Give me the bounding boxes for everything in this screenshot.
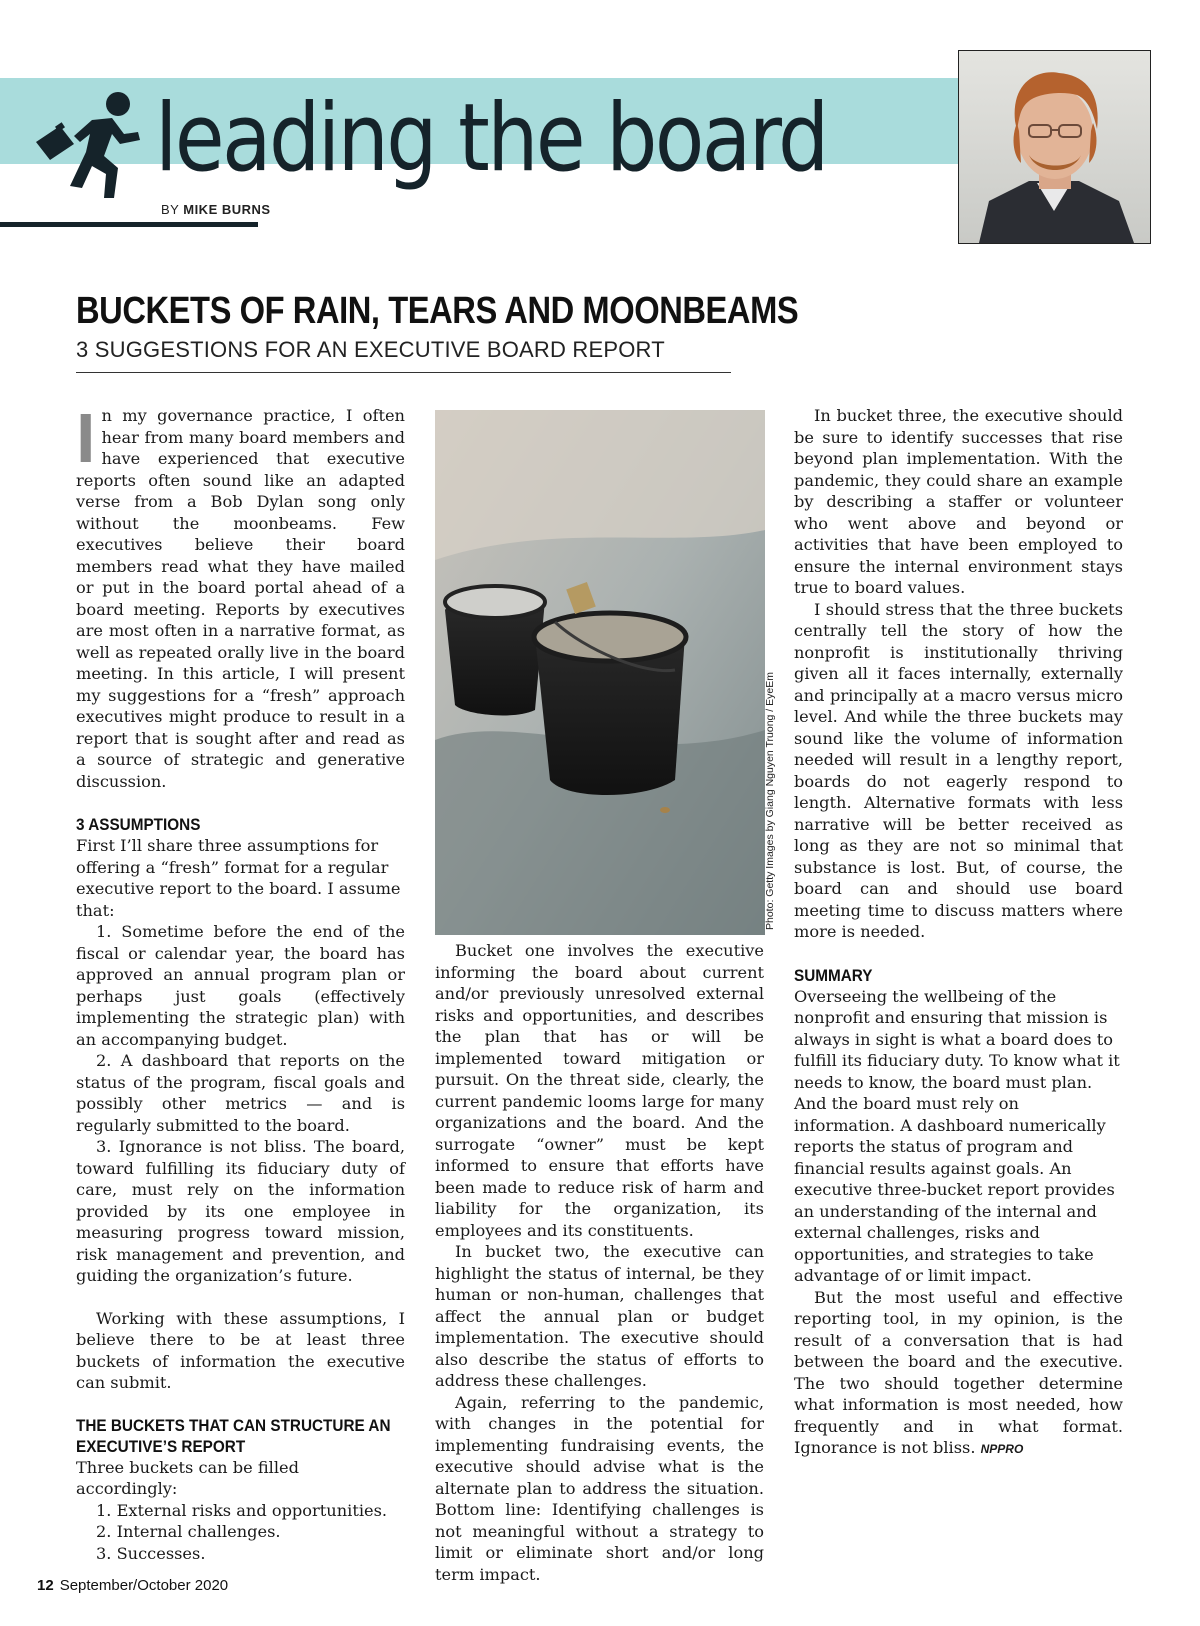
assumption-3: 3. Ignorance is not bliss. The board, toward fulfilling its fiduciary duty of care, must rely on the information provided by its one employee in measuring progress toward mission, risk management and prevention, and guiding the organization’s future. [76, 1137, 405, 1285]
bucket-three-paragraph: In bucket three, the executive should be sure to identify successes that rise beyond plan implementation. With the pandemic, they could share an example by describing a staffer or volunteer who went above and beyond or activities that have been employed to ensure the internal environment stays true to board values. [794, 406, 1123, 597]
buckets-intro: Three buckets can be filled accordingly: [76, 1457, 299, 1498]
page-number: 12 [37, 1577, 54, 1594]
bucket-list-item-3: 3. Successes. [96, 1543, 206, 1563]
summary-paragraph: Overseeing the wellbeing of the nonprofit and ensuring that mission is always in sight is what a board does to fulfill its fiduciary duty. To know what it needs to know, the board must plan. And the board must rely on information. A dashboard numerically reports the status of program and financial results against goals. An executive three-bucket report provides an understanding of the internal and external challenges, risks and opportunities, and strategies to take advantage of or limit impact. [794, 986, 1120, 1285]
final-paragraph [794, 1287, 1123, 1461]
assumptions-heading: 3 ASSUMPTIONS [76, 815, 201, 834]
assumption-2: 2. A dashboard that reports on the status of the program, fiscal goals and possibly other metrics — and is regularly submitted to the board. [76, 1051, 405, 1135]
buckets-heading-text: THE BUCKETS THAT CAN STRUCTURE AN EXECUTIVE’S REPORT [76, 1415, 391, 1456]
final-paragraph-text: But the most useful and effective reporting tool, in my opinion, is the result of a conversation that is had between the board and the executive. The two should together determine what information is most needed, how frequently and in what format. Ignorance is not bliss. [794, 1287, 1123, 1457]
again-paragraph: Again, referring to the pandemic, with changes in the potential for implementing fundraising events, the executive should advise what is the alternate plan to address the situation. Bottom line: Identifying challenges is not meaningful without a strategy to limit or eliminate short and/or long term impact. [435, 1392, 764, 1584]
byline [161, 202, 271, 217]
header-underline [0, 222, 258, 227]
summary-heading: SUMMARY [794, 965, 873, 985]
column-middle [435, 940, 764, 1585]
column-left [76, 399, 405, 1564]
intro-text: n my governance practice, I often hear from many board members and have experienced that executive reports often sound like an adapted verse from a Bob Dylan song only without the moonbeams. Few executives believe their board members read what they have mailed or put in the board portal ahead of a board meeting. Reports by executives are most often in a narrative format, as well as repeated orally live in the board meeting. In this article, I will present my suggestions for a “fresh” approach executives might produce to result in a report that is sought after and read as a source of strategic and generative discussion. [76, 406, 405, 791]
buckets-heading [76, 1415, 405, 1457]
intro-paragraph [76, 399, 405, 792]
page-footer [37, 1577, 228, 1594]
bucket-list-item-1: 1. External risks and opportunities. [96, 1500, 388, 1520]
byline-prefix: BY [161, 202, 180, 217]
buckets-photo [435, 410, 765, 935]
working-paragraph: Working with these assumptions, I believe there to be at least three buckets of information the executive can submit. [76, 1308, 405, 1392]
photo-credit-text: Photo: Getty Images by Giang Nguyen Truong / EyeEm [764, 672, 776, 930]
section-title: leading the board [155, 84, 827, 193]
bucket-two-paragraph: In bucket two, the executive can highlight the status of internal, be they human or non-human, challenges that affect the annual plan or budget implementation. The executive should also describe the status of efforts to address these challenges. [435, 1242, 764, 1390]
assumptions-intro: First I’ll share three assumptions for offering a “fresh” format for a regular executive report to the board. I assume that: [76, 836, 401, 920]
subhead-rule [76, 372, 731, 373]
author-photo [958, 50, 1151, 244]
bucket-one-paragraph: Bucket one involves the executive informing the board about current and/or previously unresolved external risks and opportunities, and describes the plan that has or will be implemented toward mitigation or pursuit. On the threat side, clearly, the current pandemic looms large for many organizations and the board. And the surrogate “owner” must be kept informed to ensure that efforts have been made to reduce risk of harm and liability for the organization, its employees and its constituents. [435, 941, 764, 1240]
running-man-briefcase-icon [30, 90, 142, 208]
end-mark: NPPRO [980, 1442, 1024, 1456]
issue-date: September/October 2020 [59, 1577, 229, 1594]
assumption-1: 1. Sometime before the end of the fiscal or calendar year, the board has approved an annual program plan or perhaps just goals (effectively implementing the strategic plan) with an accompanying budget. [76, 922, 405, 1049]
bucket-list-item-2: 2. Internal challenges. [96, 1522, 281, 1541]
subhead: 3 SUGGESTIONS FOR AN EXECUTIVE BOARD REPORT [76, 337, 665, 362]
drop-cap: I [76, 399, 96, 477]
stress-paragraph: I should stress that the three buckets centrally tell the story of how the nonprofit is institutionally thriving given all it faces internally, externally and principally at a macro versus micro level. And while the three buckets may sound like the volume of information needed will result in a lengthy report, boards do not eagerly respond to length. Alternative formats with less narrative will be better received as long as they are not so minimal that substance is lost. But, of course, the board can and should use board meeting time to discuss matters where more is needed. [794, 599, 1123, 941]
column-right [794, 405, 1123, 1461]
headline: BUCKETS OF RAIN, TEARS AND MOONBEAMS [76, 290, 799, 332]
byline-author: MIKE BURNS [183, 202, 271, 217]
